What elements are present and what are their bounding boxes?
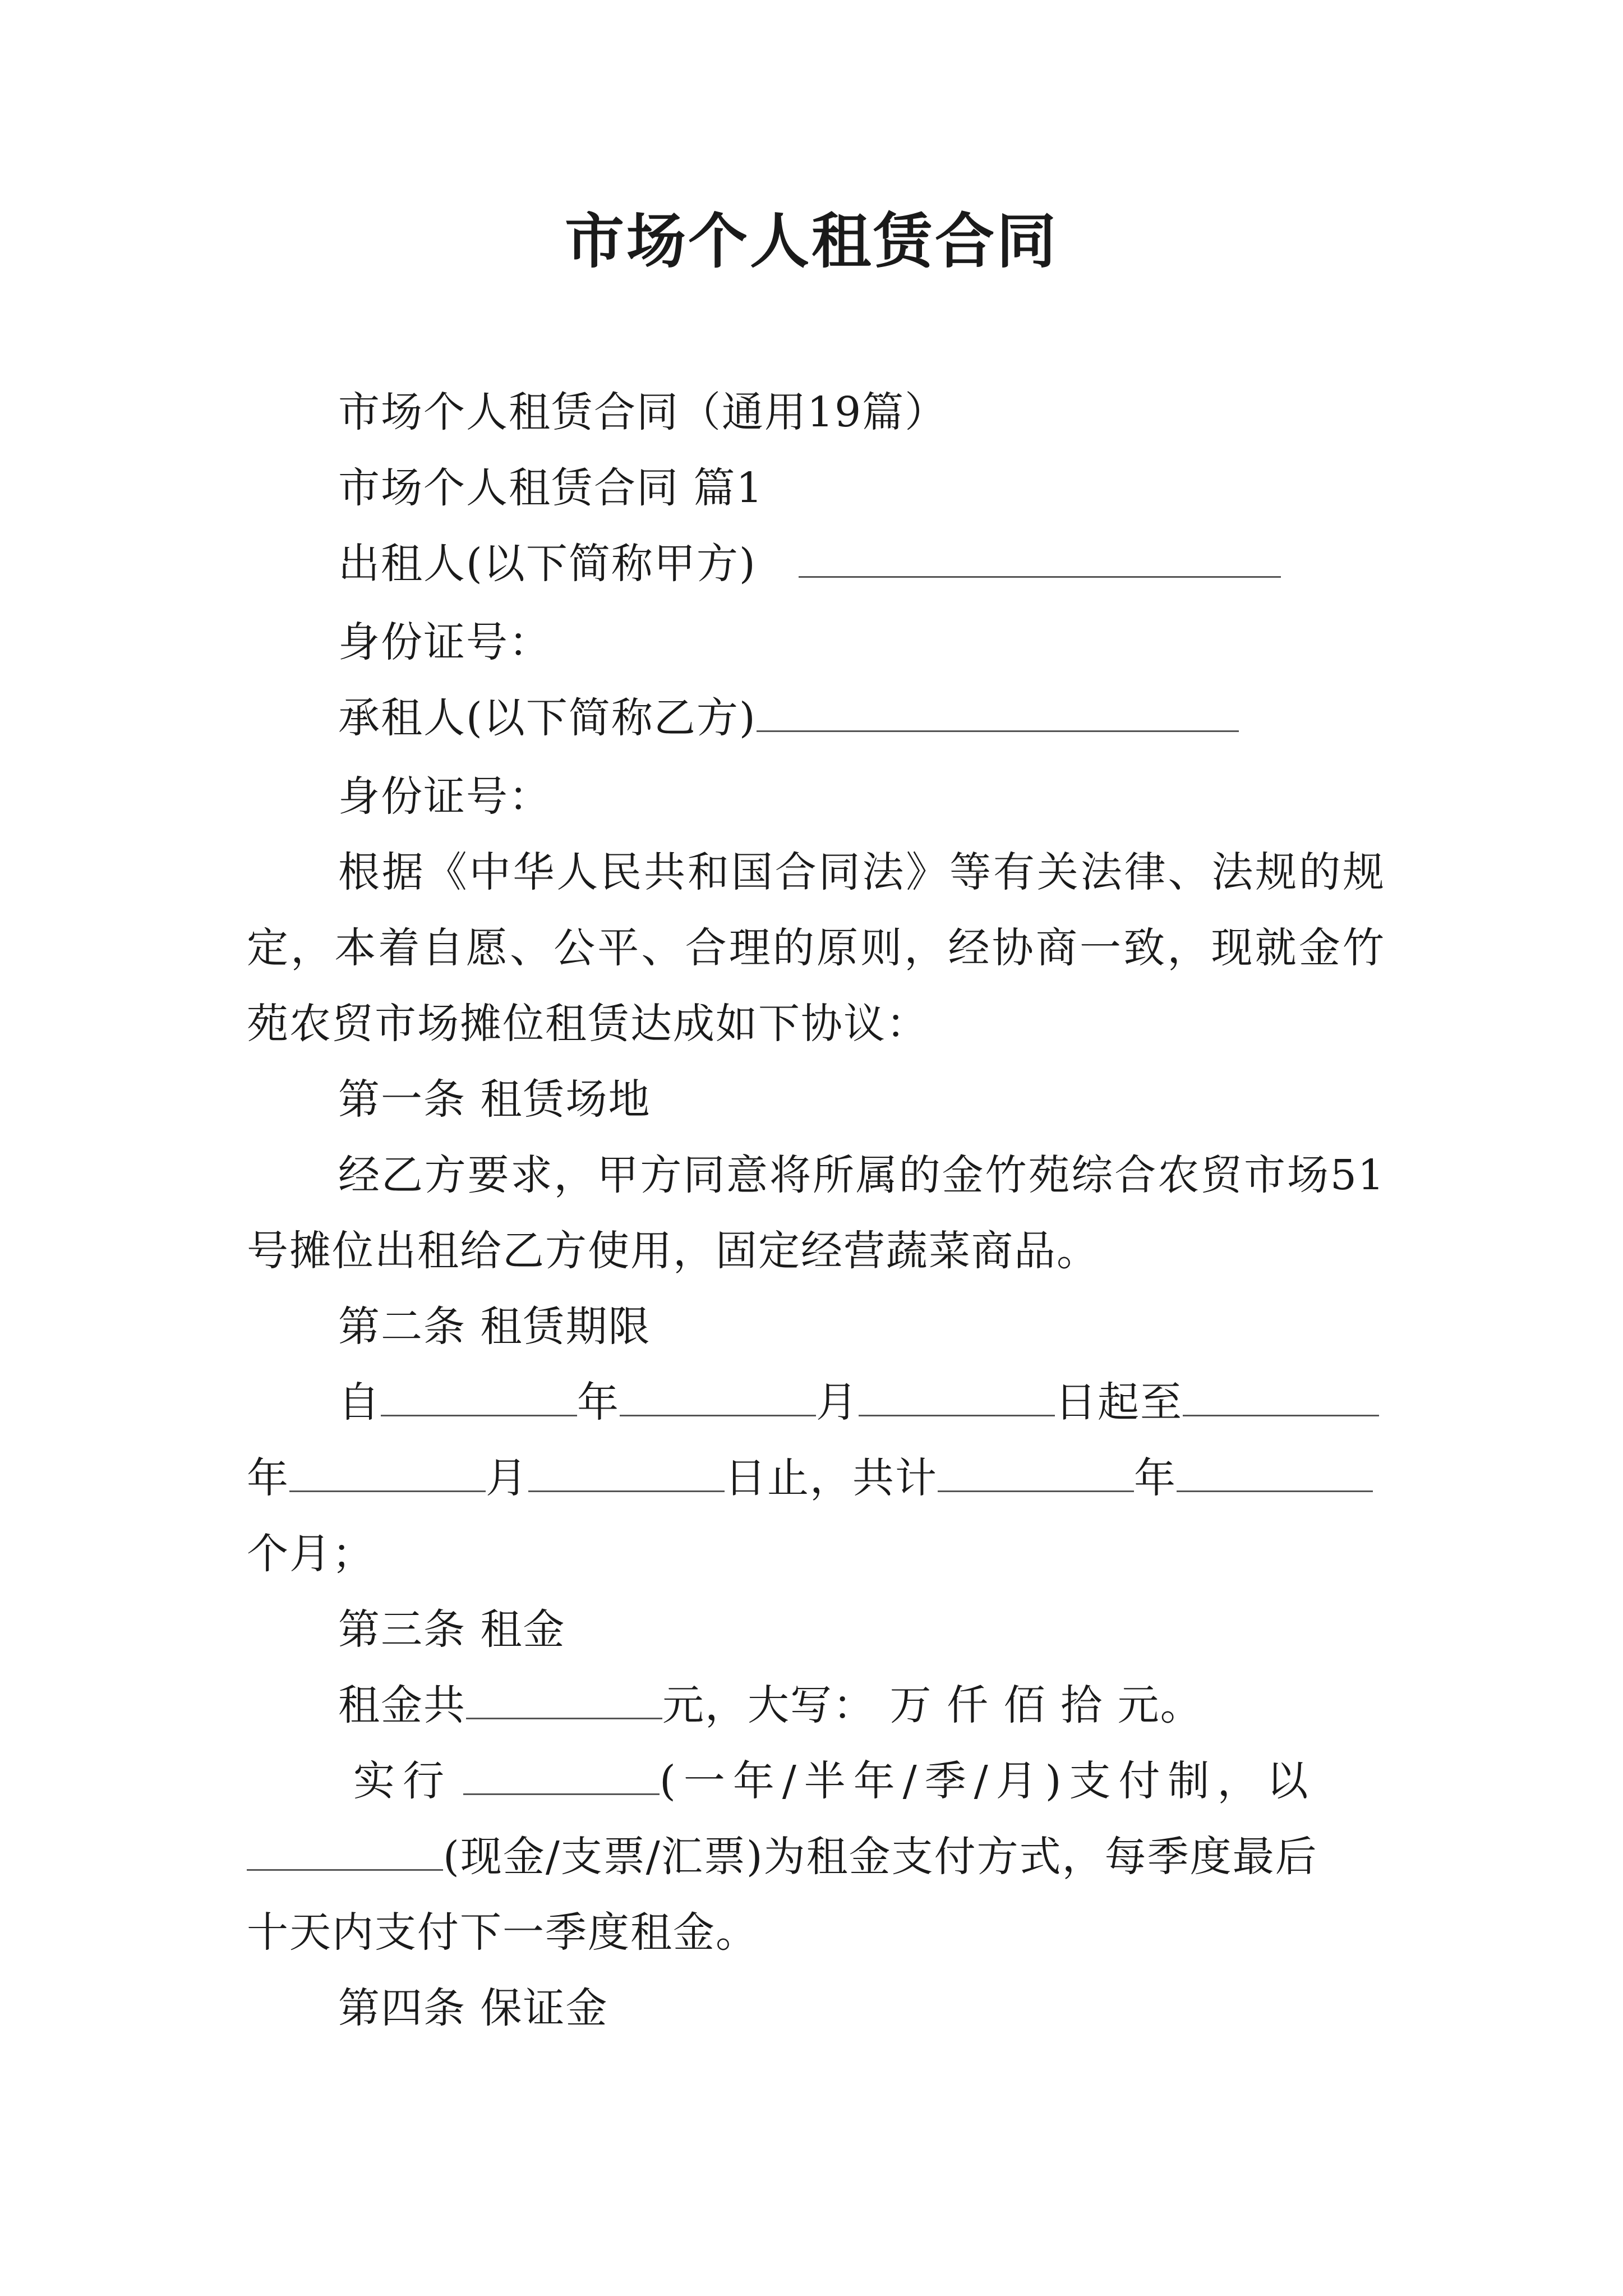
lessee-name-blank[interactable] bbox=[757, 697, 1239, 732]
lessor-label: 出租人(以下简称甲方) bbox=[338, 540, 757, 588]
start-year-blank[interactable] bbox=[381, 1382, 577, 1416]
year-label: 年 bbox=[1134, 1454, 1177, 1502]
intro-line-2: 定，本着自愿、公平、合理的原则，经协商一致，现就金竹 bbox=[247, 924, 1385, 972]
rent-total-label: 租金共 bbox=[338, 1681, 466, 1729]
term-start-line bbox=[247, 1374, 1385, 1430]
total-years-blank[interactable] bbox=[938, 1457, 1134, 1492]
rent-amount-line bbox=[247, 1677, 1385, 1733]
day-to-label: 日起至 bbox=[1055, 1378, 1183, 1427]
intro-line-3: 苑农贸市场摊位租赁达成如下协议： bbox=[247, 1000, 929, 1048]
lessee-line bbox=[247, 690, 1385, 746]
payment-method-text: (现金/支票/汇票)为租金支付方式，每季度最后 bbox=[443, 1833, 1318, 1881]
end-day-blank[interactable] bbox=[528, 1457, 725, 1492]
lessee-id-label: 身份证号： bbox=[338, 772, 551, 821]
document-title: 市场个人租赁合同 bbox=[565, 206, 1058, 276]
term-from-label: 自 bbox=[338, 1378, 381, 1427]
start-month-blank[interactable] bbox=[620, 1382, 816, 1416]
payment-implement-label: 实行 bbox=[353, 1757, 452, 1805]
article-1-line-1: 经乙方要求，甲方同意将所属的金竹苑综合农贸市场51 bbox=[338, 1151, 1385, 1199]
article-2-heading: 第二条 租赁期限 bbox=[338, 1303, 651, 1351]
day-total-label: 日止，共计 bbox=[725, 1454, 938, 1502]
rent-amount-blank[interactable] bbox=[466, 1685, 662, 1719]
total-months-blank[interactable] bbox=[1177, 1457, 1373, 1492]
payment-cycle-options: (一年/半年/季/月)支付制，以 bbox=[660, 1757, 1316, 1805]
document-subtitle: 市场个人租赁合同（通用19篇） bbox=[338, 388, 948, 436]
lessor-id-label: 身份证号： bbox=[338, 618, 551, 666]
start-day-blank[interactable] bbox=[859, 1382, 1055, 1416]
lessee-label: 承租人(以下简称乙方) bbox=[338, 694, 757, 742]
month-label: 月 bbox=[816, 1378, 859, 1427]
year-label: 年 bbox=[577, 1378, 620, 1427]
intro-line-1: 根据《中华人民共和国合同法》等有关法律、法规的规 bbox=[338, 848, 1385, 896]
article-3-heading: 第三条 租金 bbox=[338, 1605, 566, 1654]
payment-cycle-line bbox=[247, 1753, 1385, 1809]
term-months-label: 个月； bbox=[247, 1530, 375, 1578]
lessor-name-blank[interactable] bbox=[799, 543, 1281, 578]
term-end-line bbox=[247, 1450, 1385, 1506]
year-label: 年 bbox=[247, 1454, 289, 1502]
article-1-heading: 第一条 租赁场地 bbox=[338, 1075, 651, 1124]
section-heading: 市场个人租赁合同 篇1 bbox=[338, 464, 764, 512]
article-4-heading: 第四条 保证金 bbox=[338, 1984, 608, 2032]
payment-method-blank[interactable] bbox=[247, 1836, 443, 1871]
month-label: 月 bbox=[486, 1454, 528, 1502]
end-year-blank[interactable] bbox=[1183, 1382, 1379, 1416]
end-month-blank[interactable] bbox=[289, 1457, 486, 1492]
lessor-line bbox=[247, 536, 1385, 592]
article-1-line-2: 号摊位出租给乙方使用，固定经营蔬菜商品。 bbox=[247, 1227, 1099, 1275]
payment-cycle-blank[interactable] bbox=[463, 1760, 660, 1795]
payment-deadline-text: 十天内支付下一季度租金。 bbox=[247, 1908, 758, 1957]
rent-uppercase-label: 元，大写： 万 仟 佰 拾 元。 bbox=[662, 1681, 1203, 1729]
payment-method-line bbox=[247, 1829, 1385, 1885]
